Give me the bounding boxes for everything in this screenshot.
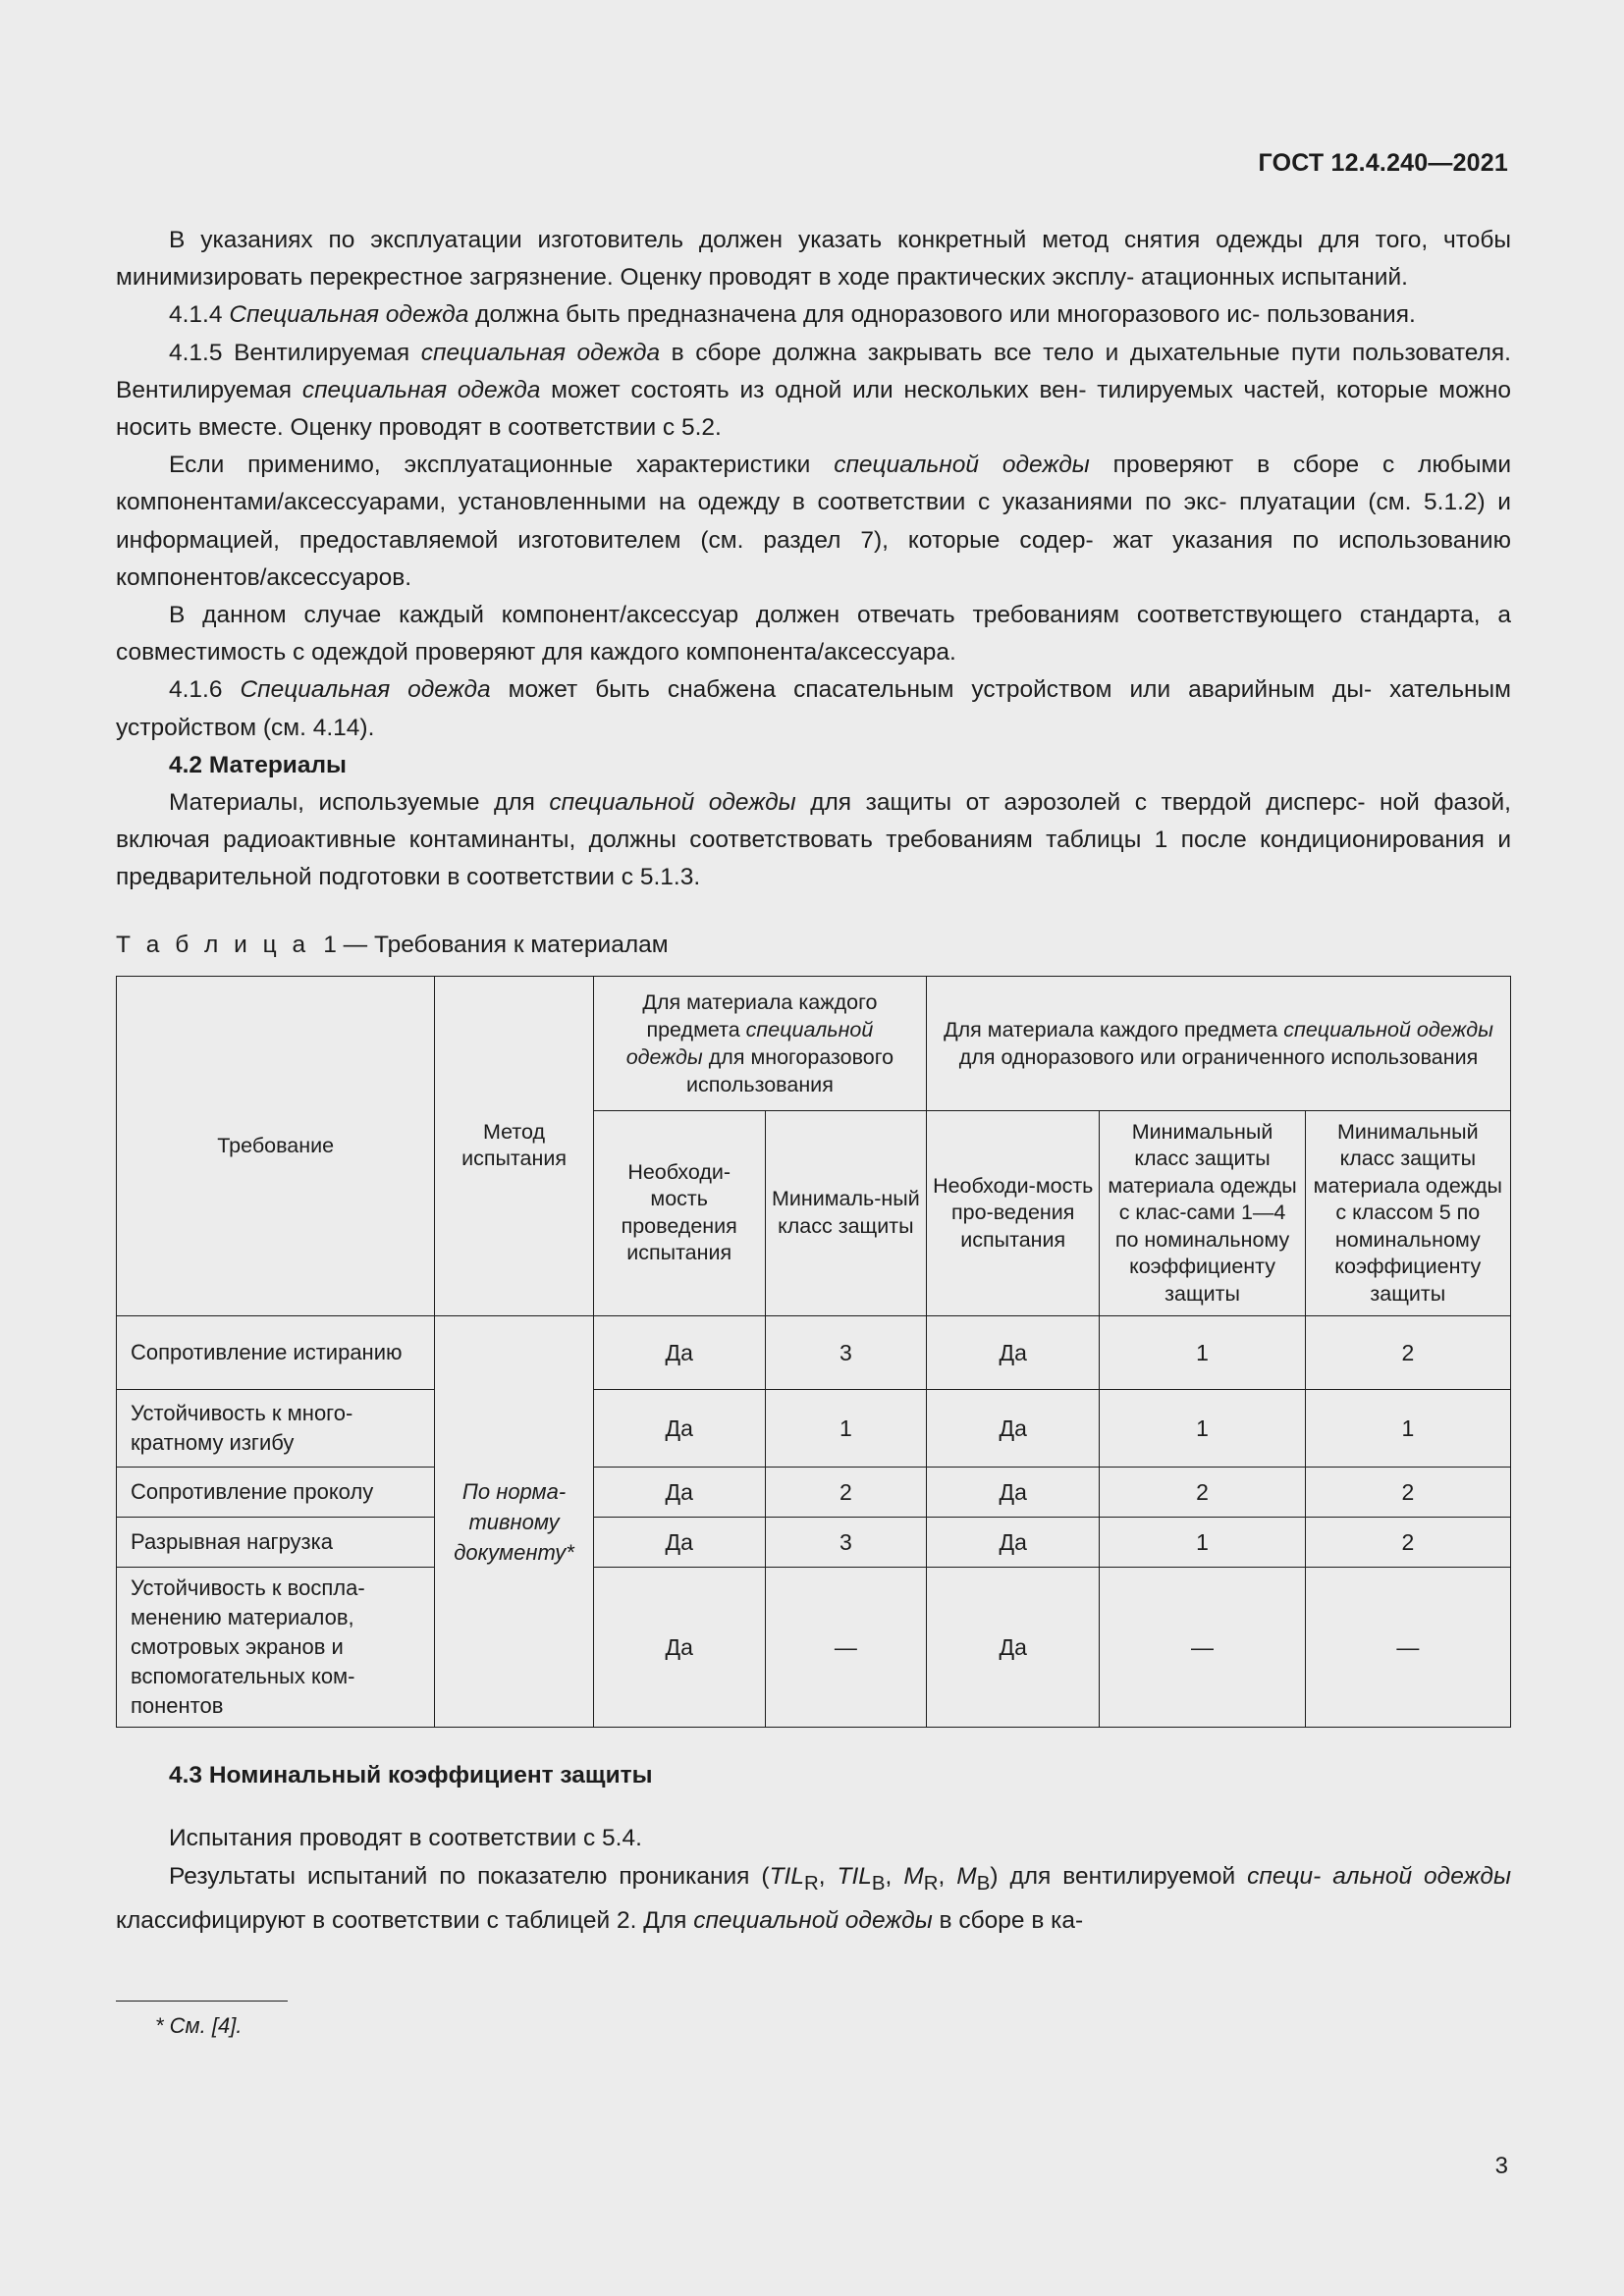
para-line: плуатации (см. 5.1.2) и информацией, предоставляемой изготовителем (см. раздел 7), которые содер- [116, 489, 1511, 554]
table-cell-min-class-reusable: 1 [765, 1390, 926, 1468]
table-1-caption [116, 927, 1511, 964]
para-line: после кондиционирования и предварительной подготовки в соответствии с 5.1.3. [116, 827, 1512, 891]
para-line: В данном случае каждый компонент/аксессуар должен отвечать требованиям соответствующего [169, 602, 1342, 629]
symbol-subscript: B [871, 1872, 886, 1895]
table-row [117, 1316, 1511, 1390]
table-cell-requirement: Сопротивление истиранию [117, 1316, 435, 1390]
para-text: в сборе должна закрывать все тело и дыхательные [660, 339, 1280, 366]
grouphead-line: Для материала каждого [642, 989, 878, 1014]
table-group-header-reusable [593, 976, 926, 1110]
table-cell-need-test-reusable: Да [593, 1568, 765, 1728]
para-text: Материалы, используемые для [169, 789, 550, 817]
table-cell-method: По норма-тивному документу* [435, 1316, 593, 1728]
symbol-subscript: R [923, 1872, 939, 1895]
table-cell-requirement: Устойчивость к много-кратному изгибу [117, 1390, 435, 1468]
para-line: атационных испытаний. [1141, 264, 1408, 292]
table-cell-min-class-1-4: — [1100, 1568, 1305, 1728]
table-cell-min-class-1-4: 1 [1100, 1316, 1305, 1390]
grouphead-line: для многоразового [702, 1044, 894, 1069]
table-cell-requirement: Разрывная нагрузка [117, 1518, 435, 1568]
table-cell-min-class-5: 2 [1305, 1518, 1510, 1568]
term-special-clothing: специальной одежды [693, 1906, 933, 1934]
table-cell-need-test-single: Да [927, 1316, 1100, 1390]
term-special-clothing: Специальная одежда [240, 676, 491, 704]
clause-number: 4.1.4 [169, 301, 230, 329]
symbol-m-r [903, 1862, 939, 1895]
para-line: тилируемых частей, которые можно носить вместе. Оценку проводят в соответствии с 5.2. [116, 376, 1511, 442]
para-line: жат указания по использованию компонентов/аксессуаров. [116, 526, 1511, 591]
para-text: может быть снабжена спасательным устройством или аварийным ды- [490, 676, 1373, 704]
term-special-clothing: специальная одежда [301, 376, 541, 403]
term-special-clothing: Специальная одежда [229, 301, 469, 329]
grouphead-italic: специальной [745, 1017, 874, 1041]
page-number: 3 [1494, 2153, 1508, 2179]
table-row [117, 1568, 1511, 1728]
clause-number: 4.1.5 [169, 339, 235, 366]
para-text: проверяют в сборе с [1089, 452, 1395, 479]
table-header-min-class-1-4: Минимальный класс защиты материала одежды с клас-сами 1—4 по номинальному коэффициенту защиты [1100, 1110, 1305, 1316]
paragraph-4-1-6 [116, 671, 1511, 746]
symbol-subscript: B [976, 1872, 991, 1895]
table-cell-min-class-5: 1 [1305, 1390, 1510, 1468]
table-cell-need-test-single: Да [927, 1568, 1100, 1728]
table-cell-min-class-5: 2 [1305, 1316, 1510, 1390]
grouphead-italic: одежды [625, 1044, 703, 1069]
para-text: может состоять из одной или нескольких вен- [540, 376, 1087, 403]
table-cell-min-class-reusable: 3 [765, 1518, 926, 1568]
term-special-clothing: специальная одежда [420, 339, 661, 366]
symbol-base: M [956, 1862, 977, 1890]
para-text: должна быть предназначена для одноразового или многоразового ис- [468, 301, 1261, 329]
page-body [116, 222, 1511, 1940]
para-line: В указаниях по эксплуатации изготовитель должен указать конкретный метод снятия одежды для [169, 227, 1360, 253]
table-header-min-class-reusable: Минималь-ный класс защиты [765, 1110, 926, 1316]
table-caption-label: Т а б л и ц а [116, 931, 310, 958]
table-cell-min-class-1-4: 2 [1100, 1468, 1305, 1518]
heading-4-2-materials: 4.2 Материалы [169, 751, 347, 778]
para-line: пользования. [1267, 301, 1416, 329]
grouphead-italic: специальной [1283, 1017, 1411, 1041]
symbol-base: TIL [769, 1862, 804, 1890]
clause-number: 4.1.6 [169, 676, 241, 704]
table-group-header-single-use [927, 976, 1511, 1110]
table-cell-requirement: Сопротивление проколу [117, 1468, 435, 1518]
table-cell-need-test-reusable: Да [593, 1468, 765, 1518]
para-text: классифицируют в соответствии с таблицей 2. Для [116, 1906, 694, 1934]
para-line: хательным устройством (см. 4.14). [116, 676, 1511, 741]
table-row [117, 1390, 1511, 1468]
para-text: Если применимо, эксплуатационные характеристики [169, 452, 835, 479]
term-special-clothing: специ- [1247, 1862, 1322, 1890]
table-cell-need-test-single: Да [927, 1518, 1100, 1568]
paragraph-4-1-5 [116, 335, 1511, 448]
paragraph-intro [116, 222, 1511, 296]
para-line: стандарта, а совместимость с одеждой проверяют для каждого компонента/аксессуара. [116, 602, 1512, 667]
para-line: ной фазой, включая радиоактивные контаминанты, должны соответствовать требованиям таблицы 1 [116, 789, 1511, 854]
requirements-table [116, 976, 1511, 1729]
grouphead-italic: одежды [1416, 1017, 1493, 1041]
table-row [117, 1518, 1511, 1568]
table-header-method-label: Метод испытания [461, 1120, 568, 1171]
table-cell-min-class-reusable: — [765, 1568, 926, 1728]
para-text: Результаты испытаний по показателю проникания ( [169, 1862, 770, 1890]
paragraph-materials [116, 784, 1511, 897]
table-cell-min-class-1-4: 1 [1100, 1390, 1305, 1468]
footnote-separator-rule [116, 2001, 288, 2002]
table-header-min-class-5: Минимальный класс защиты материала одежды с классом 5 по номинальному коэффициенту защиты [1305, 1110, 1510, 1316]
paragraph-components [116, 597, 1511, 671]
para-text: пути пользователя. Вентилируемая [116, 339, 1511, 403]
table-cell-requirement: Устойчивость к воспла-менению материалов, смотровых экранов и вспомогательных ком-понентов [117, 1568, 435, 1728]
term-special-clothing: специальной одежды [834, 452, 1090, 479]
para-line: любыми компонентами/аксессуарами, установленными на одежду в соответствии с указаниями по экс- [116, 452, 1512, 516]
grouphead-line: использования [1330, 1044, 1479, 1069]
grouphead-line: для одноразового или ограниченного [958, 1044, 1326, 1069]
table-cell-min-class-reusable: 2 [765, 1468, 926, 1518]
table-cell-min-class-5: 2 [1305, 1468, 1510, 1518]
table-cell-need-test-reusable: Да [593, 1518, 765, 1568]
table-cell-need-test-single: Да [927, 1390, 1100, 1468]
symbol-til-r [769, 1862, 819, 1895]
table-cell-min-class-5: — [1305, 1568, 1510, 1728]
table-cell-need-test-reusable: Да [593, 1316, 765, 1390]
table-header-need-test-single: Необходи-мость про-ведения испытания [927, 1110, 1100, 1316]
footnote-text: * См. [4]. [155, 2013, 243, 2038]
para-text: для защиты от аэрозолей с твердой дисперс- [795, 789, 1366, 817]
symbol-base: TIL [837, 1862, 872, 1890]
table-header-requirement: Требование [117, 976, 435, 1316]
para-text: в сборе в ка- [932, 1906, 1084, 1934]
para-text: Вентилируемая [234, 339, 421, 366]
table-cell-min-class-1-4: 1 [1100, 1518, 1305, 1568]
table-header-row-groups [117, 976, 1511, 1110]
paragraph-tests-per-5-4: Испытания проводят в соответствии с 5.4. [169, 1825, 642, 1852]
table-row [117, 1468, 1511, 1518]
term-special-clothing: альной одежды [1332, 1862, 1511, 1890]
table-header-need-test-reusable: Необходи-мость проведения испытания [593, 1110, 765, 1316]
para-line: того, чтобы минимизировать перекрестное загрязнение. Оценку проводят в ходе практических эксплу- [116, 227, 1512, 292]
running-header-standard-id: ГОСТ 12.4.240—2021 [1258, 149, 1508, 177]
table-cell-need-test-reusable: Да [593, 1390, 765, 1468]
symbol-m-b [956, 1862, 991, 1895]
term-special-clothing: специальной одежды [549, 789, 796, 817]
para-text: ) для вентилируемой [990, 1862, 1248, 1890]
paragraph-applicability [116, 447, 1511, 597]
symbol-til-b [837, 1862, 886, 1895]
footnote-area [116, 2001, 705, 2041]
table-caption-title: 1 — Требования к материалам [323, 931, 669, 958]
grouphead-line: Для материала каждого предмета [944, 1017, 1284, 1041]
symbol-base: M [903, 1862, 924, 1890]
symbol-subscript: R [803, 1872, 819, 1895]
paragraph-4-1-4 [116, 296, 1511, 334]
table-cell-need-test-single: Да [927, 1468, 1100, 1518]
grouphead-line: использования [685, 1072, 834, 1096]
grouphead-line: предмета [646, 1017, 746, 1041]
heading-4-3-nominal-protection-factor: 4.3 Номинальный коэффициент защиты [169, 1762, 653, 1789]
paragraph-penetration-results: Результаты испытаний по показателю проникания ($TIL_R$, $TIL_B$, $M_R$, $M_B$) для вентилируемой специ- альной одежды классифицируют в соответствии с таблицей 2. Для специальной одежды в сборе в ка- [116, 1862, 1511, 1934]
table-cell-min-class-reusable: 3 [765, 1316, 926, 1390]
table-header-method [435, 976, 593, 1316]
